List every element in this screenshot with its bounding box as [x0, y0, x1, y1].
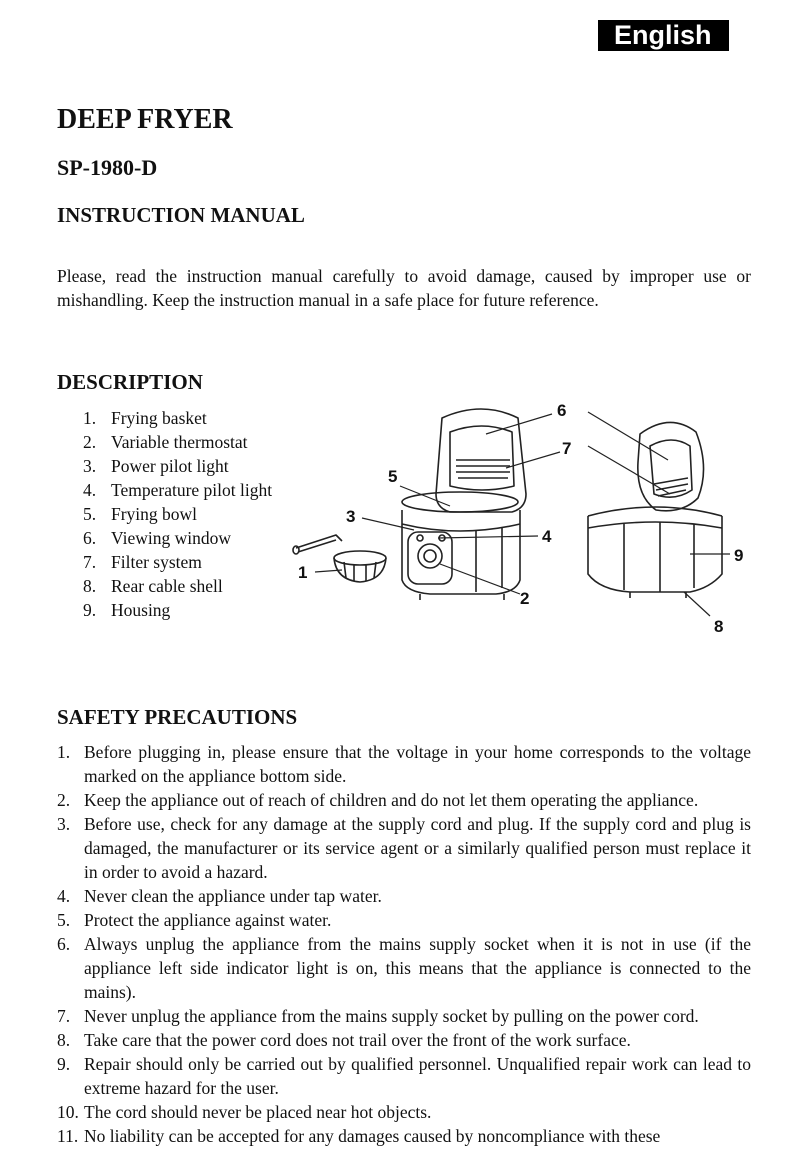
- description-item: [83, 502, 273, 526]
- item-number: 6.: [57, 934, 71, 954]
- description-list: [83, 406, 273, 622]
- item-number: 7.: [57, 1006, 71, 1026]
- callout-4: 4: [542, 527, 552, 546]
- safety-item: [57, 932, 751, 1004]
- item-number: 7.: [83, 552, 97, 572]
- callout-6: 6: [557, 401, 567, 420]
- callout-9: 9: [734, 546, 744, 565]
- safety-item: [57, 1004, 751, 1028]
- item-text: The cord should never be placed near hot objects.: [84, 1102, 432, 1122]
- item-number: 4.: [57, 886, 71, 906]
- item-text: Frying basket: [111, 408, 207, 428]
- safety-item: [57, 1124, 751, 1148]
- callout-1: 1: [298, 563, 308, 582]
- description-item: [83, 526, 273, 550]
- item-text: Filter system: [111, 552, 202, 572]
- item-number: 2.: [83, 432, 97, 452]
- callout-3: 3: [346, 507, 356, 526]
- rear-fryer-illustration: [588, 422, 722, 598]
- safety-item: [57, 740, 751, 788]
- item-text: Take care that the power cord does not trail over the front of the work surface.: [84, 1030, 631, 1050]
- item-text: Viewing window: [111, 528, 231, 548]
- callout-2: 2: [520, 589, 530, 608]
- safety-item: [57, 884, 751, 908]
- item-number: 2.: [57, 790, 71, 810]
- item-text: Frying bowl: [111, 504, 198, 524]
- item-number: 1.: [83, 408, 97, 428]
- item-text: Before use, check for any damage at the supply cord and plug. If the supply cord and plug is damaged, the manufacturer or its service agent or a similarly qualified person must replace it in order to avoid a hazard.: [84, 814, 751, 882]
- language-tab: English: [598, 20, 729, 51]
- item-number: 3.: [83, 456, 97, 476]
- item-text: Always unplug the appliance from the mains supply socket when it is not in use (if the appliance left side indicator light is on, this means that the appliance is connected to the mains).: [84, 934, 751, 1002]
- item-number: 11.: [57, 1126, 79, 1146]
- item-text: Before plugging in, please ensure that the voltage in your home corresponds to the voltage marked on the appliance bottom side.: [84, 742, 751, 786]
- description-item: [83, 430, 273, 454]
- item-text: Power pilot light: [111, 456, 229, 476]
- safety-item: [57, 908, 751, 932]
- fryer-diagram: [290, 398, 760, 638]
- description-item: [83, 478, 273, 502]
- safety-list: [57, 740, 751, 1148]
- item-number: 9.: [83, 600, 97, 620]
- callout-5: 5: [388, 467, 398, 486]
- item-number: 5.: [57, 910, 71, 930]
- item-text: Housing: [111, 600, 171, 620]
- item-text: Repair should only be carried out by qualified personnel. Unqualified repair work can lead to extreme hazard for the user.: [84, 1054, 751, 1098]
- model-number: SP-1980-D: [57, 155, 158, 180]
- item-number: 9.: [57, 1054, 71, 1074]
- description-heading: DESCRIPTION: [57, 370, 203, 394]
- item-number: 3.: [57, 814, 71, 834]
- safety-item: [57, 788, 751, 812]
- item-text: Keep the appliance out of reach of children and do not let them operating the appliance.: [84, 790, 699, 810]
- callout-8: 8: [714, 617, 724, 636]
- item-number: 8.: [57, 1030, 71, 1050]
- front-fryer-illustration: [402, 409, 526, 600]
- item-number: 10.: [57, 1102, 79, 1122]
- description-item: [83, 598, 273, 622]
- item-text: No liability can be accepted for any damages caused by noncompliance with these: [84, 1126, 661, 1146]
- item-text: Protect the appliance against water.: [84, 910, 332, 930]
- item-number: 5.: [83, 504, 97, 524]
- intro-paragraph: Please, read the instruction manual carefully to avoid damage, caused by improper use or mishandling. Keep the instruction manual in a safe place for future reference.: [57, 266, 751, 310]
- item-text: Never clean the appliance under tap water.: [84, 886, 382, 906]
- safety-item: [57, 1100, 751, 1124]
- item-text: Temperature pilot light: [111, 480, 273, 500]
- callout-7: 7: [562, 439, 572, 458]
- item-number: 6.: [83, 528, 97, 548]
- item-number: 4.: [83, 480, 97, 500]
- item-number: 1.: [57, 742, 71, 762]
- document-title: DEEP FRYER: [57, 104, 233, 135]
- safety-heading: SAFETY PRECAUTIONS: [57, 705, 298, 729]
- item-text: Rear cable shell: [111, 576, 223, 596]
- item-text: Variable thermostat: [111, 432, 248, 452]
- description-item: [83, 574, 273, 598]
- item-text: Never unplug the appliance from the mains supply socket by pulling on the power cord.: [84, 1006, 699, 1026]
- item-number: 8.: [83, 576, 97, 596]
- description-item: [83, 406, 273, 430]
- manual-subtitle: INSTRUCTION MANUAL: [57, 203, 305, 227]
- safety-item: [57, 1028, 751, 1052]
- description-item: [83, 550, 273, 574]
- safety-item: [57, 812, 751, 884]
- safety-item: [57, 1052, 751, 1100]
- description-item: [83, 454, 273, 478]
